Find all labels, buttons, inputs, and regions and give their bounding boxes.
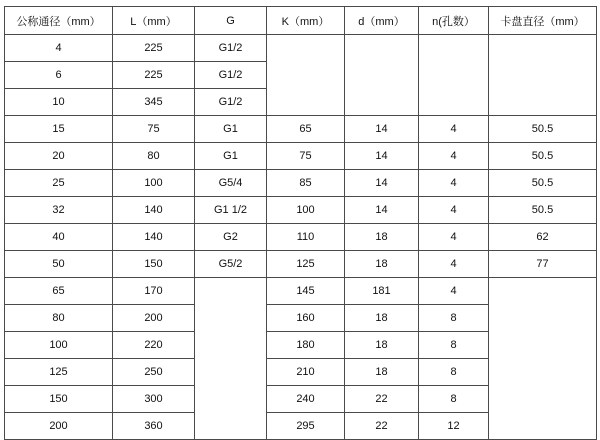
table-row [5,62,597,89]
table-header-row [5,7,597,35]
table-cell: 20 [5,143,113,170]
table-cell: 22 [345,413,419,440]
table-cell: 8 [419,359,489,386]
table-cell: G1 [195,116,267,143]
table-row [5,251,597,278]
table-row [5,35,597,62]
table-cell [419,35,489,62]
table-cell: 18 [345,251,419,278]
table-cell: 65 [5,278,113,305]
table-cell: 140 [113,197,195,224]
table-cell: 50 [5,251,113,278]
table-cell: 80 [113,143,195,170]
table-cell: G1/2 [195,62,267,89]
table-cell: G1/2 [195,35,267,62]
table-row [5,170,597,197]
table-cell [489,413,597,440]
table-cell: 65 [267,116,345,143]
table-cell: 225 [113,35,195,62]
specification-table [4,6,597,440]
table-cell: 180 [267,332,345,359]
table-cell: 8 [419,332,489,359]
table-cell: 6 [5,62,113,89]
table-row [5,143,597,170]
table-cell: 4 [419,197,489,224]
table-cell: 150 [113,251,195,278]
table-cell [345,89,419,116]
table-cell: G5/2 [195,251,267,278]
table-cell [489,35,597,62]
table-cell: 100 [5,332,113,359]
table-cell: 77 [489,251,597,278]
column-header-d: d（mm） [345,7,419,35]
table-cell: 75 [113,116,195,143]
column-header-nominal-diameter: 公称通径（mm） [5,7,113,35]
table-cell: 100 [267,197,345,224]
table-cell [195,359,267,386]
table-cell [489,62,597,89]
table-cell [489,332,597,359]
table-row [5,413,597,440]
table-cell: 14 [345,170,419,197]
table-cell: 4 [419,116,489,143]
table-cell: 200 [5,413,113,440]
table-cell: 225 [113,62,195,89]
table-cell [489,278,597,305]
table-cell: 32 [5,197,113,224]
table-row [5,278,597,305]
column-header-k: K（mm） [267,7,345,35]
table-cell [195,413,267,440]
table-row [5,332,597,359]
table-cell: G1 [195,143,267,170]
table-cell: G1/2 [195,89,267,116]
table-cell: 360 [113,413,195,440]
table-cell: 4 [419,143,489,170]
table-cell [195,386,267,413]
table-cell: 110 [267,224,345,251]
table-cell: 8 [419,305,489,332]
table-cell: 4 [419,251,489,278]
table-row [5,116,597,143]
table-cell: 15 [5,116,113,143]
table-cell: 4 [419,170,489,197]
table-cell [267,89,345,116]
table-row [5,197,597,224]
table-cell: 85 [267,170,345,197]
table-cell: 4 [419,278,489,305]
column-header-thread: G [195,7,267,35]
table-cell: 160 [267,305,345,332]
table-cell: 220 [113,332,195,359]
table-cell: 62 [489,224,597,251]
table-cell: 14 [345,197,419,224]
column-header-length: L（mm） [113,7,195,35]
table-cell: 150 [5,386,113,413]
column-header-flange-diameter: 卡盘直径（mm） [489,7,597,35]
table-cell: 12 [419,413,489,440]
table-cell: 210 [267,359,345,386]
table-cell: G2 [195,224,267,251]
table-cell: 25 [5,170,113,197]
table-cell: 14 [345,143,419,170]
table-cell: G1 1/2 [195,197,267,224]
table-cell: 125 [5,359,113,386]
table-cell: 50.5 [489,197,597,224]
table-cell [345,35,419,62]
table-cell: 140 [113,224,195,251]
table-cell [419,62,489,89]
table-cell: 125 [267,251,345,278]
table-cell: 50.5 [489,170,597,197]
table-cell: 4 [5,35,113,62]
table-cell: 300 [113,386,195,413]
table-cell: G5/4 [195,170,267,197]
table-cell: 240 [267,386,345,413]
table-cell: 18 [345,332,419,359]
table-row [5,224,597,251]
table-cell: 181 [345,278,419,305]
table-cell [489,305,597,332]
table-cell: 145 [267,278,345,305]
table-cell [489,386,597,413]
table-cell: 80 [5,305,113,332]
table-cell: 200 [113,305,195,332]
table-cell: 10 [5,89,113,116]
table-cell: 18 [345,359,419,386]
table-row [5,89,597,116]
table-cell [419,89,489,116]
table-cell: 100 [113,170,195,197]
table-cell: 295 [267,413,345,440]
table-cell: 75 [267,143,345,170]
table-cell: 18 [345,224,419,251]
table-cell: 50.5 [489,143,597,170]
table-cell [195,278,267,305]
table-cell [489,89,597,116]
column-header-hole-count: n(孔数） [419,7,489,35]
table-cell: 4 [419,224,489,251]
table-cell: 170 [113,278,195,305]
table-row [5,359,597,386]
table-cell: 14 [345,116,419,143]
table-cell: 8 [419,386,489,413]
table-cell [195,305,267,332]
table-cell: 40 [5,224,113,251]
table-row [5,386,597,413]
table-cell: 22 [345,386,419,413]
table-cell [489,359,597,386]
table-cell: 250 [113,359,195,386]
table-cell [267,35,345,62]
table-cell [267,62,345,89]
table-row [5,305,597,332]
table-cell [195,332,267,359]
table-cell: 50.5 [489,116,597,143]
table-cell [345,62,419,89]
table-body [5,35,597,440]
table-cell: 18 [345,305,419,332]
table-cell: 345 [113,89,195,116]
